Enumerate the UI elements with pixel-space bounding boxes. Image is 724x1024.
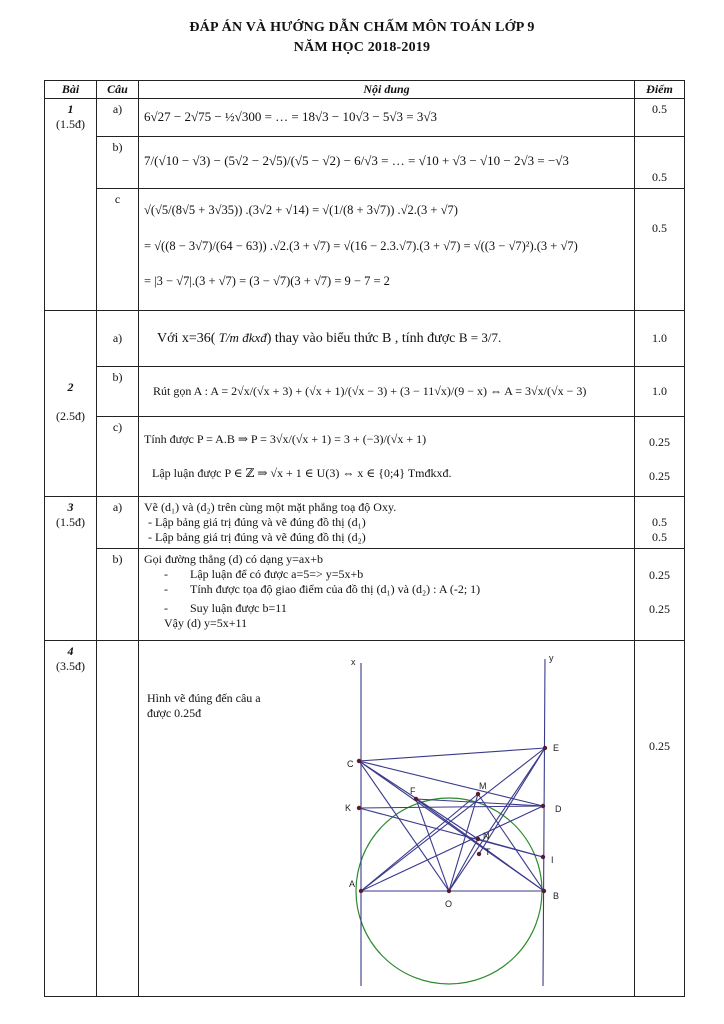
- bai-number: 4: [67, 644, 74, 658]
- score: 0.5: [652, 530, 667, 544]
- content-cell: [139, 189, 635, 311]
- cau-label: b): [97, 137, 139, 189]
- content-line: - Suy luận được b=11: [164, 601, 287, 615]
- point-T: [477, 852, 481, 856]
- table-header-row: [45, 81, 685, 99]
- score-stack: [635, 497, 685, 549]
- content-line: - Tính được tọa độ giao điểm của đồ thị (d₁) và (d₂) : A (-2; 1): [164, 582, 481, 596]
- score: 0.5: [635, 189, 685, 311]
- score-stack: [635, 549, 685, 641]
- text-note: T/m đkxđ: [215, 330, 267, 345]
- text-pre: Với x=36(: [157, 331, 216, 346]
- figure-cell: [139, 641, 635, 997]
- table-row: [45, 549, 685, 641]
- segment-F-B: [416, 799, 544, 891]
- math-line-1: √(√5/(8√5 + 3√35)) .(3√2 + √14) = √(1/(8 + 3√7)) .√2.(3 + √7): [144, 203, 458, 217]
- figure-note-line: Hình vẽ đúng đến câu a: [147, 691, 261, 705]
- bai-number: 2: [67, 380, 74, 394]
- table-row: [45, 137, 685, 189]
- math-expression: 6√27 − 2√75 − ½√300 = … = 18√3 − 10√3 − 5√3 = 3√3: [144, 109, 438, 124]
- segment-M-O: [449, 794, 478, 891]
- content-cell: [139, 367, 635, 417]
- header-diem: Điểm: [635, 81, 685, 99]
- bai-cell: [45, 641, 97, 997]
- school-year: NĂM HỌC 2018-2019: [293, 40, 431, 55]
- score: 0.25: [649, 468, 670, 483]
- cau-label: c): [97, 417, 139, 497]
- segment-C-E: [359, 748, 545, 761]
- point-E: [543, 746, 547, 750]
- point-C: [357, 759, 361, 763]
- label-E: E: [553, 743, 560, 753]
- math-line-3: = |3 − √7|.(3 + √7) = (3 − √7)(3 + √7) = 9 − 7 = 2: [144, 274, 390, 288]
- content-line: Gọi đường thẳng (d) có dạng y=ax+b: [144, 552, 324, 566]
- content-line: - Lập bảng giá trị đúng và vẽ đúng đồ thị (d₂): [148, 530, 366, 544]
- content-cell: [139, 549, 635, 641]
- score: 0.25: [635, 641, 685, 997]
- bai-cell: [45, 99, 97, 311]
- label-y: y: [549, 653, 554, 663]
- content-line: Vẽ (d₁) và (d₂) trên cùng một mặt phẳng toạ độ Oxy.: [144, 500, 397, 514]
- header-noidung: Nội dung: [139, 81, 635, 99]
- segment-C-N: [359, 761, 478, 839]
- segment-yTop-yBot: [543, 659, 545, 986]
- label-K: K: [345, 803, 352, 813]
- point-O: [447, 889, 451, 893]
- math-expression: 7/(√10 − √3) − (5√2 − 2√5)/(√5 − √2) − 6/√3 = … = √10 + √3 − √10 − 2√3 = −√3: [144, 153, 569, 168]
- label-T: T: [485, 847, 491, 857]
- score: 0.5: [652, 515, 667, 529]
- point-I: [541, 855, 545, 859]
- content-cell: [139, 417, 635, 497]
- score: 0.5: [635, 99, 685, 137]
- score-stack: [635, 417, 685, 497]
- bai-cell: [45, 311, 97, 497]
- cau-label: a): [97, 99, 139, 137]
- point-B: [542, 889, 546, 893]
- bai-number: 1: [67, 102, 74, 116]
- bai-points: (1.5đ): [56, 515, 85, 529]
- table-row: [45, 311, 685, 367]
- score: 1.0: [635, 311, 685, 367]
- math-expression: A = 2√x/(√x + 3) + (√x + 1)/(√x − 3) + (3 − 11√x)/(9 − x) ⇔ A = 3√x/(√x − 3): [210, 384, 587, 398]
- point-F: [414, 797, 418, 801]
- label-x: x: [351, 657, 356, 667]
- text-label: Rút gọn A :: [153, 384, 209, 398]
- figure-labels: [345, 653, 562, 909]
- cau-label: c: [97, 189, 139, 311]
- segment-C-D: [359, 761, 543, 806]
- table-row: [45, 641, 685, 997]
- figure-lines: [356, 659, 545, 986]
- label-M: M: [479, 781, 487, 791]
- point-N: [476, 837, 480, 841]
- table-row: [45, 497, 685, 549]
- document-title: ĐÁP ÁN VÀ HƯỚNG DẪN CHẤM MÔN TOÁN LỚP 9: [189, 20, 535, 35]
- segment-K-D: [359, 806, 543, 808]
- segment-F-D: [416, 799, 543, 806]
- header-bai: Bài: [45, 81, 97, 99]
- geometry-figure: [139, 641, 635, 997]
- dash-bullet: -: [164, 601, 168, 615]
- cau-cell: [97, 641, 139, 997]
- label-D: D: [555, 804, 562, 814]
- content-cell: [139, 99, 635, 137]
- table-row: [45, 189, 685, 311]
- score: [640, 583, 679, 601]
- content-cell: [139, 311, 635, 367]
- header-cau: Câu: [97, 81, 139, 99]
- label-I: I: [551, 855, 554, 865]
- content-line: [144, 420, 629, 458]
- cau-label: a): [97, 311, 139, 367]
- math-line-2: = √((8 − 3√7)/(64 − 63)) .√2.(3 + √7) = √(16 − 2.3.√7).(3 + √7) = √((3 − √7)²).(3 + √7): [144, 239, 578, 253]
- content-line: - Lập bảng giá trị đúng và vẽ đúng đồ thị (d₁): [148, 515, 366, 529]
- figure-note-line: được 0.25đ: [147, 706, 202, 720]
- text-label: Lập luận được: [152, 466, 222, 480]
- score: 1.0: [635, 367, 685, 417]
- math-result: B = 3/7.: [458, 330, 502, 345]
- text-tail: Tmđkxđ.: [405, 466, 452, 480]
- table-row: [45, 417, 685, 497]
- content-line: Vậy (d) y=5x+11: [164, 616, 248, 630]
- segment-O-N: [449, 839, 478, 891]
- grading-table: [44, 80, 685, 997]
- content-cell: [139, 497, 635, 549]
- table-row: [45, 367, 685, 417]
- bai-cell: [45, 497, 97, 641]
- cau-label: b): [97, 367, 139, 417]
- point-K: [357, 806, 361, 810]
- score: 0.25: [649, 434, 670, 449]
- table-row: [45, 99, 685, 137]
- content-line: - Lập luận để có được a=5=> y=5x+b: [164, 567, 364, 581]
- cau-label: b): [97, 549, 139, 641]
- point-M: [476, 792, 480, 796]
- score: 0.25: [649, 602, 670, 616]
- text-label: Tính được: [144, 432, 194, 446]
- text-post: ) thay vào biểu thức B , tính được: [266, 331, 459, 346]
- score: 0.25: [649, 568, 670, 582]
- label-A: A: [349, 879, 356, 889]
- bai-points: (1.5đ): [56, 117, 85, 131]
- label-O: O: [445, 899, 453, 909]
- bai-points: (3.5đ): [56, 659, 85, 673]
- label-B: B: [553, 891, 560, 901]
- label-F: F: [410, 786, 416, 796]
- dash-bullet: -: [164, 567, 168, 581]
- label-N: N: [483, 831, 490, 841]
- point-A: [359, 889, 363, 893]
- cau-label: a): [97, 497, 139, 549]
- bai-number: 3: [67, 500, 74, 514]
- math-expression: P ∈ ℤ ⇒ √x + 1 ∈ U(3) ⇔ x ∈ {0;4}: [224, 466, 406, 480]
- content-cell: [139, 137, 635, 189]
- bai-points: (2.5đ): [56, 409, 85, 423]
- label-C: C: [347, 759, 354, 769]
- segment-E-O: [449, 748, 545, 891]
- point-D: [541, 804, 545, 808]
- score: 0.5: [635, 137, 685, 189]
- content-line: [144, 458, 629, 488]
- math-expression: P = A.B ⇒ P = 3√x/(√x + 1) = 3 + (−3)/(√x + 1): [196, 432, 427, 446]
- dash-bullet: -: [164, 582, 168, 596]
